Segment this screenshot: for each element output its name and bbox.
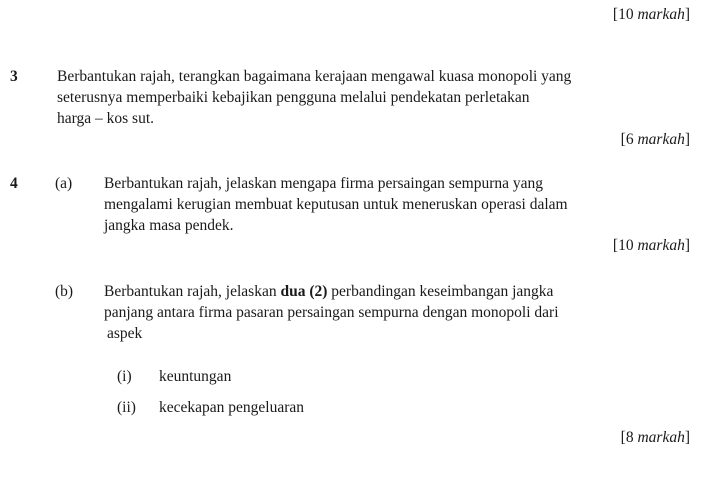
question-4a-line: Berbantukan rajah, jelaskan mengapa firma persaingan sempurna yang bbox=[104, 175, 543, 192]
subitem-i-label: (i) bbox=[117, 368, 132, 385]
question-3-marks: [6 markah] bbox=[620, 131, 690, 148]
question-4b-label: (b) bbox=[55, 283, 74, 300]
question-3-line: harga – kos sut. bbox=[57, 110, 155, 127]
subitem-ii-label: (ii) bbox=[117, 399, 136, 416]
question-4b-marks: [8 markah] bbox=[620, 429, 690, 446]
question-3-number: 3 bbox=[10, 68, 18, 85]
question-4a-text bbox=[104, 173, 568, 236]
question-4b-line: Berbantukan rajah, jelaskan dua (2) perbandingan keseimbangan jangka bbox=[104, 283, 554, 300]
question-4b-line: panjang antara firma pasaran persaingan sempurna dengan monopoli dari bbox=[104, 304, 559, 321]
question-3-line: seterusnya memperbaiki kebajikan pengguna melalui pendekatan perletakan bbox=[57, 89, 530, 106]
question-4a-line: mengalami kerugian membuat keputusan untuk meneruskan operasi dalam bbox=[104, 196, 568, 213]
question-3-line: Berbantukan rajah, terangkan bagaimana kerajaan mengawal kuasa monopoli yang bbox=[57, 68, 572, 85]
question-4a-line: jangka masa pendek. bbox=[104, 217, 234, 234]
emphasis-count: dua (2) bbox=[280, 283, 328, 300]
subitem-ii-text: kecekapan pengeluaran bbox=[159, 399, 305, 416]
question-4b-line: aspek bbox=[107, 325, 143, 342]
subitem-i-text: keuntungan bbox=[159, 368, 232, 385]
question-4a-label: (a) bbox=[55, 175, 73, 192]
question-4-number: 4 bbox=[10, 175, 18, 192]
question-3-text bbox=[57, 66, 571, 129]
question-4a-marks: [10 markah] bbox=[612, 237, 690, 254]
question-4b-text bbox=[104, 281, 559, 344]
marks-previous-question: [10 markah] bbox=[612, 6, 690, 23]
